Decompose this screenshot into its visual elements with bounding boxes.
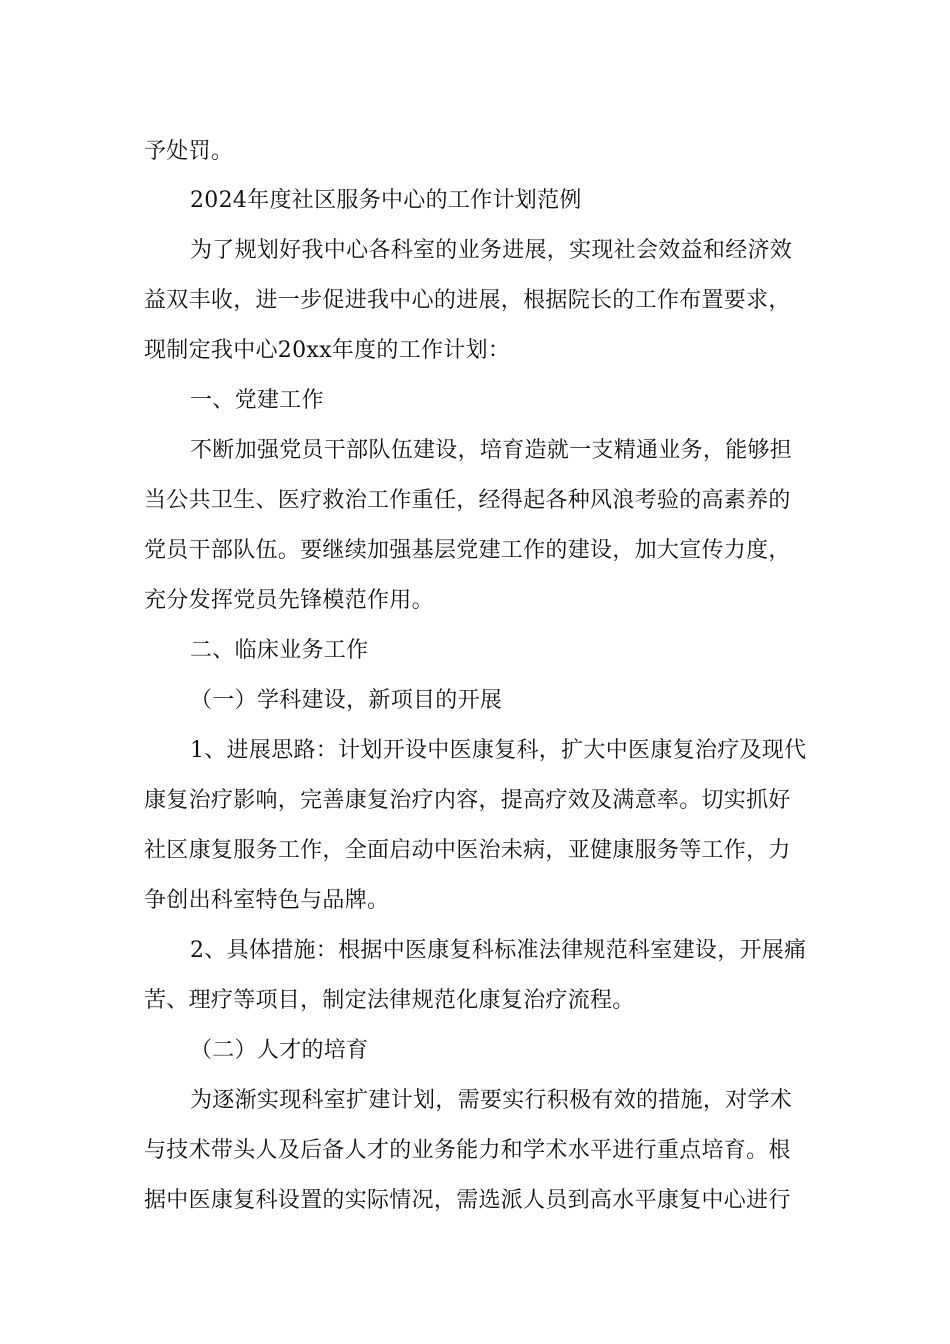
text-line: 据中医康复科设置的实际情况，需选派人员到高水平康复中心进行 (144, 1188, 791, 1213)
text-line: 社区康复服务工作，全面启动中医治未病，亚健康服务等工作，力 (144, 838, 791, 863)
text-line: 不断加强党员干部队伍建设，培育造就一支精通业务，能够担 (190, 438, 793, 463)
subheading-discipline: （一）学科建设，新项目的开展 (190, 688, 503, 713)
text-line: 2、具体措施：根据中医康复科标准法律规范科室建设，开展痛 (190, 938, 807, 963)
text-line: 予处罚。 (144, 139, 234, 164)
text-line: 与技术带头人及后备人才的业务能力和学术水平进行重点培育。根 (144, 1138, 791, 1163)
text-line: 当公共卫生、医疗救治工作重任，经得起各种风浪考验的高素养的 (144, 488, 791, 513)
text-line: 党员干部队伍。要继续加强基层党建工作的建设，加大宣传力度， (144, 538, 791, 563)
heading-party-building: 一、党建工作 (190, 388, 324, 413)
heading-clinical-work: 二、临床业务工作 (190, 638, 369, 663)
text-line: 康复治疗影响，完善康复治疗内容，提高疗效及满意率。切实抓好 (144, 788, 791, 813)
section-title: 2024年度社区服务中心的工作计划范例 (190, 188, 582, 213)
subheading-talent: （二）人才的培育 (190, 1038, 369, 1063)
text-line: 为逐渐实现科室扩建计划，需要实行积极有效的措施，对学术 (190, 1088, 793, 1113)
text-line: 1、进展思路：计划开设中医康复科，扩大中医康复治疗及现代 (190, 738, 807, 763)
text-line: 现制定我中心20xx年度的工作计划： (144, 338, 511, 363)
text-line: 争创出科室特色与品牌。 (144, 888, 390, 913)
text-line: 益双丰收，进一步促进我中心的进展，根据院长的工作布置要求， (144, 288, 791, 313)
text-line: 充分发挥党员先锋模范作用。 (144, 588, 434, 613)
text-line: 为了规划好我中心各科室的业务进展，实现社会效益和经济效 (190, 238, 793, 263)
text-line: 苦、理疗等项目，制定法律规范化康复治疗流程。 (144, 988, 635, 1013)
